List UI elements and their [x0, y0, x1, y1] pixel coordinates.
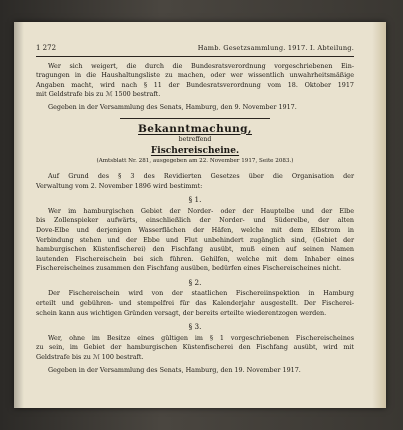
text-line: Der Fischereischein wird von der staatlichen Fischereiinspektion in Hamburg: [48, 289, 354, 298]
text-line: Wer sich weigert, die durch die Bundesratsverordnung vorgeschriebenen Ein-: [48, 61, 354, 70]
notice-signature: Gegeben in der Versammlung des Senats, Hamburg, den 19. November 1917.: [48, 365, 301, 374]
page-number: 1 272: [36, 44, 57, 52]
text-line: Wer, ohne im Besitze eines gültigen im § 1 vorgeschriebenen Fischereischeines: [48, 333, 354, 342]
text-line: Fischereischeines zusammen den Fischfang ausüben, bedürfen eines Fischereischeines nicht.: [36, 264, 342, 273]
section-label-2: § 2.: [188, 277, 202, 287]
text-line: schein kann aus wichtigen Gründen versagt, der bereits erteilte wiederentzogen werden.: [36, 308, 327, 317]
text-line: tragungen in die Haushaltungsliste zu machen, oder wer wissentlich unwahrheitsmäßige: [36, 71, 354, 80]
text-line: Auf Grund des § 3 des Revidierten Gesetzes über die Organisation der: [48, 171, 354, 180]
section-1-paragraph: [36, 207, 354, 274]
separator: [36, 118, 354, 119]
text-line: zu sein, im Gebiet der hamburgischen Küstenfischerei den Fischfang ausübt, wird mit: [36, 343, 354, 352]
text-line: Verwaltung vom 2. November 1896 wird bestimmt:: [36, 181, 203, 190]
page-edge: [372, 22, 386, 408]
text-line: Verbindung stehen und der Ebbe und Flut unbehindert zugänglich sind, (Gebiet der: [36, 235, 354, 244]
text-line: bis Zollenspieker aufwärts, einschließlich der Norder- und Süderelbe, der alten: [36, 216, 354, 225]
text-line: Wer im hamburgischen Gebiet der Norder- oder der Hauptelbe und der Elbe: [48, 206, 354, 215]
section-2-paragraph: [36, 289, 354, 318]
notice-title: Bekanntmachung,: [138, 122, 252, 135]
notice-subject: Fischereischeine.: [150, 145, 240, 156]
text-line: Geldstrafe bis zu ℳ 100 bestraft.: [36, 353, 144, 362]
intro-paragraph: [36, 62, 354, 100]
running-title: Hamb. Gesetzsammlung. 1917. I. Abteilung.: [197, 44, 354, 52]
preamble-paragraph: [36, 172, 354, 191]
section-label-1: § 1.: [188, 195, 202, 205]
text-line: mit Geldstrafe bis zu ℳ 1500 bestraft.: [36, 90, 161, 99]
page-content: [36, 44, 354, 380]
page-gutter-shadow: [14, 22, 24, 408]
document-page: [14, 22, 386, 408]
section-3-paragraph: [36, 334, 354, 363]
text-line: Dove-Elbe und derjenigen Wasserflächen der Häfen, welche mit dem Elbstrom in: [36, 225, 354, 234]
text-line: hamburgischen Küstenfischerei) den Fischfang ausübt, muß einen auf seinen Namen: [36, 245, 354, 254]
notice-betreffend: betreffend: [178, 136, 212, 144]
text-line: Angaben macht, wird nach § 11 der Bundesratsverordnung vom 18. Oktober 1917: [36, 80, 354, 89]
intro-signature: Gegeben in der Versammlung des Senats, Hamburg, den 9. November 1917.: [48, 102, 297, 111]
section-label-3: § 3.: [188, 322, 202, 332]
notice-source-note: (Amtsblatt Nr. 281, ausgegeben am 22. November 1917, Seite 2083.): [96, 158, 294, 165]
separator-rule: [120, 118, 270, 119]
text-line: erteilt und gebühren- und stempelfrei für das Kalenderjahr ausgestellt. Der Fischerei-: [36, 299, 354, 308]
page-header: [36, 44, 354, 57]
text-line: lautenden Fischereischein bei sich führen. Gehilfen, welche mit dem Inhaber eines: [36, 254, 354, 263]
